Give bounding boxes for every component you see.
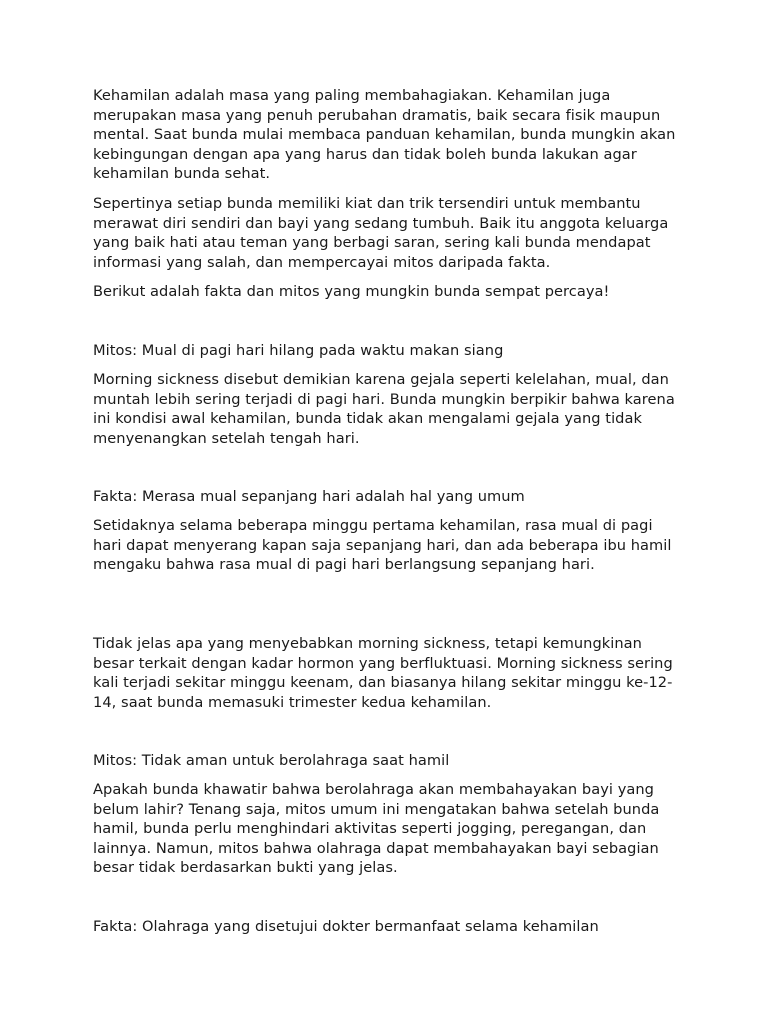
fact-heading-nausea: Fakta: Merasa mual sepanjang hari adalah hal yang umum (93, 488, 525, 505)
myth-heading-morning-sickness: Mitos: Mual di pagi hari hilang pada waktu makan siang (93, 342, 504, 359)
intro-paragraph: Kehamilan adalah masa yang paling membahagiakan. Kehamilan juga merupakan masa yang penuh perubahan dramatis, baik secara fisik maupun mental. Saat bunda mulai membaca panduan kehamilan, bunda mungkin akan kebingungan dengan apa yang harus dan tidak boleh bunda lakukan agar kehamilan bunda sehat. (93, 87, 676, 182)
lead-in-paragraph: Berikut adalah fakta dan mitos yang mungkin bunda sempat percaya! (93, 283, 610, 300)
myth-heading-exercise: Mitos: Tidak aman untuk berolahraga saat hamil (93, 752, 450, 769)
myth-paragraph-exercise: Apakah bunda khawatir bahwa berolahraga akan membahayakan bayi yang belum lahir? Tenang saja, mitos umum ini mengatakan bahwa setelah bunda hamil, bunda perlu menghindari aktivitas seperti jogging, peregangan, dan lainnya. Namun, mitos bahwa olahraga dapat membahayakan bayi sebagian besar tidak berdasarkan bukti yang jelas. (93, 781, 660, 876)
myth-paragraph-morning-sickness: Morning sickness disebut demikian karena gejala seperti kelelahan, mual, dan muntah lebih sering terjadi di pagi hari. Bunda mungkin berpikir bahwa karena ini kondisi awal kehamilan, bunda tidak akan mengalami gejala yang tidak menyenangkan setelah tengah hari. (93, 371, 675, 447)
cause-paragraph: Tidak jelas apa yang menyebabkan morning sickness, tetapi kemungkinan besar terkait dengan kadar hormon yang berfluktuasi. Morning sickness sering kali terjadi sekitar minggu keenam, dan biasanya hilang sekitar minggu ke-12-14, saat bunda memasuki trimester kedua kehamilan. (93, 635, 673, 711)
advice-paragraph: Sepertinya setiap bunda memiliki kiat dan trik tersendiri untuk membantu merawat diri sendiri dan bayi yang sedang tumbuh. Baik itu anggota keluarga yang baik hati atau teman yang berbagi saran, sering kali bunda mendapat informasi yang salah, dan mempercayai mitos daripada fakta. (93, 195, 669, 271)
fact-paragraph-nausea: Setidaknya selama beberapa minggu pertama kehamilan, rasa mual di pagi hari dapat menyerang kapan saja sepanjang hari, dan ada beberapa ibu hamil mengaku bahwa rasa mual di pagi hari berlangsung sepanjang hari. (93, 517, 672, 573)
fact-heading-exercise: Fakta: Olahraga yang disetujui dokter bermanfaat selama kehamilan (93, 918, 599, 935)
